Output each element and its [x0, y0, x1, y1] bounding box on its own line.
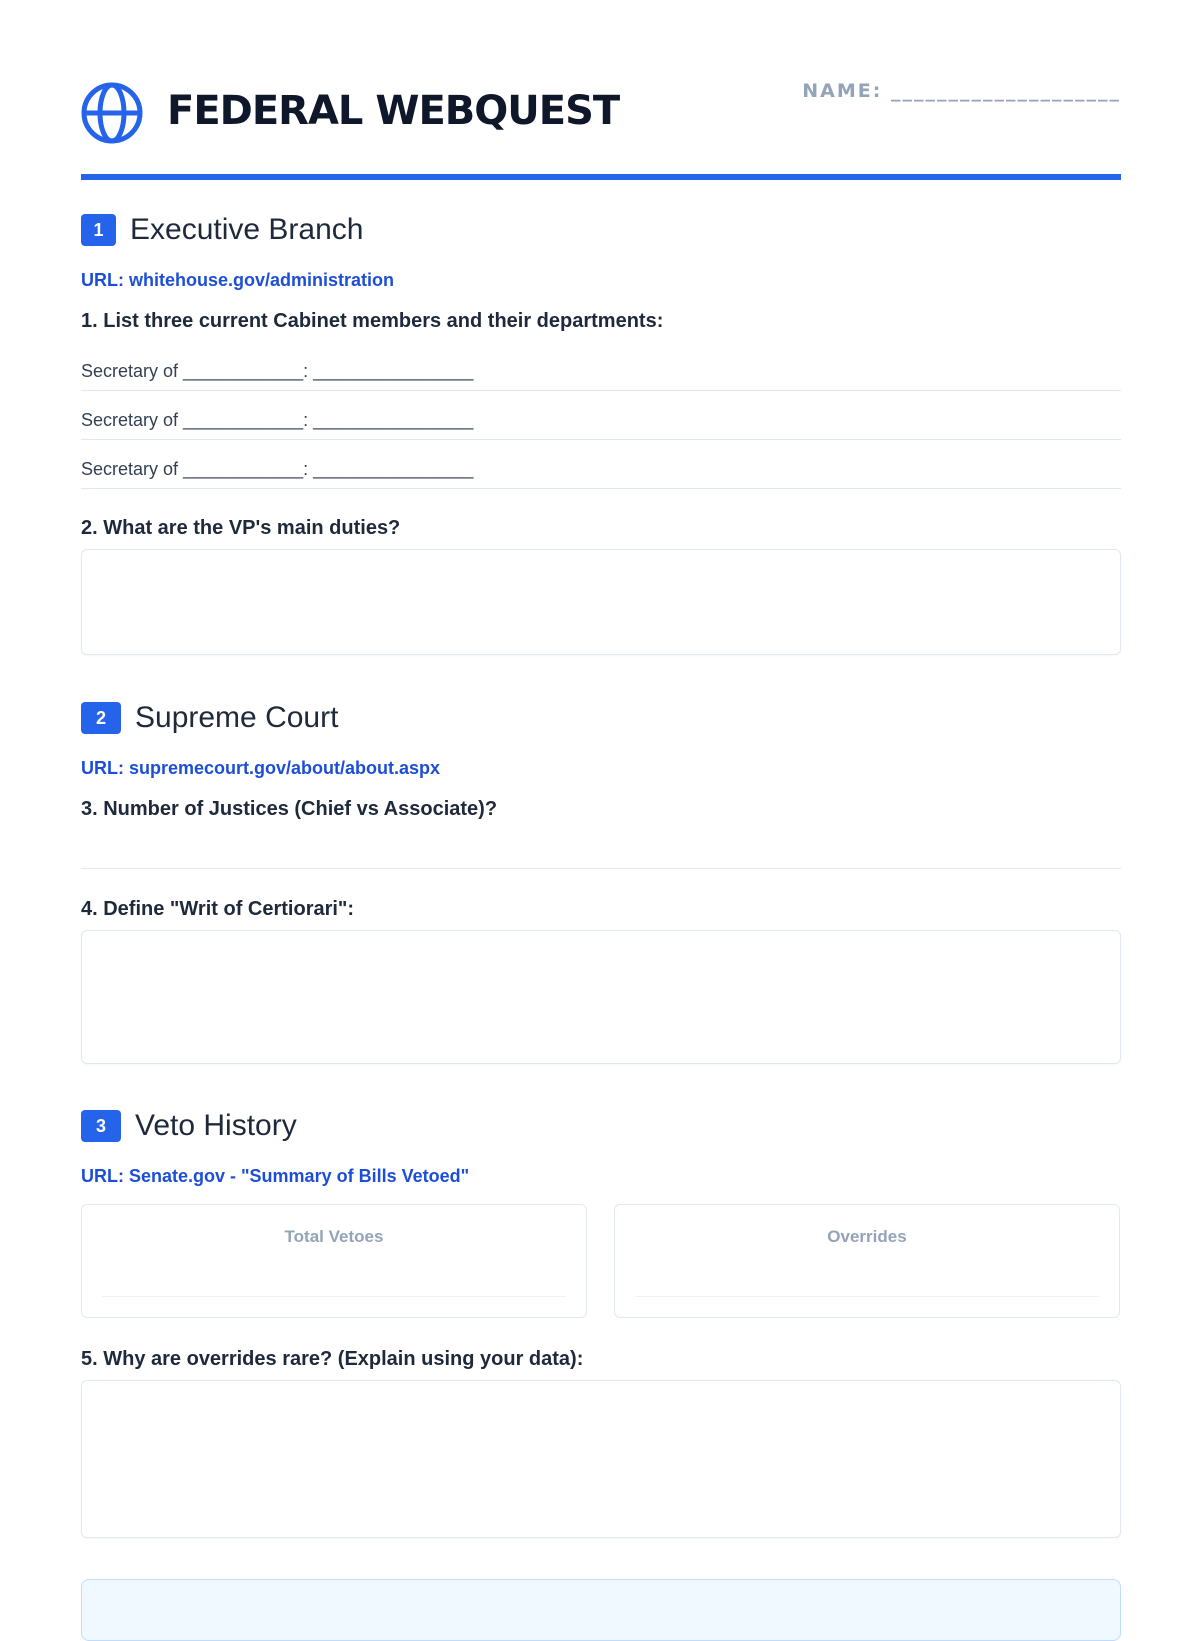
justices-answer-line[interactable]	[81, 868, 1121, 869]
callout-box	[81, 1579, 1121, 1641]
globe-icon	[81, 82, 143, 144]
section-url[interactable]: URL: whitehouse.gov/administration	[81, 270, 395, 290]
header-divider	[81, 174, 1121, 180]
name-field[interactable]: NAME: ____________________	[802, 80, 1121, 102]
overrides-explanation-box[interactable]	[81, 1380, 1121, 1538]
total-vetoes-box[interactable]	[81, 1204, 587, 1318]
page-title: FEDERAL WEBQUEST	[167, 88, 620, 134]
section-title: Supreme Court	[135, 701, 339, 734]
total-vetoes-label: Total Vetoes	[284, 1227, 384, 1246]
cabinet-answer-row[interactable]	[81, 399, 1121, 440]
section-number-badge: 2	[81, 702, 121, 734]
section-header-executive	[81, 212, 363, 248]
section-number-badge: 3	[81, 1110, 121, 1142]
cabinet-row-text: Secretary of ____________: ________________	[81, 459, 474, 479]
vp-duties-answer-box[interactable]	[81, 549, 1121, 655]
cabinet-row-text: Secretary of ____________: ________________	[81, 410, 474, 430]
question-4: 4. Define "Writ of Certiorari":	[81, 898, 355, 920]
total-vetoes-answer-line	[102, 1296, 566, 1297]
question-5: 5. Why are overrides rare? (Explain using your data):	[81, 1348, 584, 1370]
cabinet-answer-row[interactable]	[81, 350, 1121, 391]
section-header-veto-history	[81, 1108, 297, 1144]
question-3: 3. Number of Justices (Chief vs Associate)?	[81, 798, 498, 820]
cabinet-row-text: Secretary of ____________: ________________	[81, 361, 474, 381]
section-url[interactable]: URL: supremecourt.gov/about/about.aspx	[81, 758, 441, 778]
section-title: Veto History	[135, 1109, 297, 1142]
overrides-box[interactable]	[614, 1204, 1120, 1318]
section-title: Executive Branch	[130, 213, 364, 246]
question-1: 1. List three current Cabinet members and their departments:	[81, 310, 664, 332]
overrides-label: Overrides	[827, 1227, 907, 1246]
overrides-answer-line	[635, 1296, 1099, 1297]
cabinet-answer-row[interactable]	[81, 448, 1121, 489]
certiorari-answer-box[interactable]	[81, 930, 1121, 1064]
section-url[interactable]: URL: Senate.gov - "Summary of Bills Vetoed"	[81, 1166, 470, 1186]
section-number-badge: 1	[81, 214, 116, 246]
question-2: 2. What are the VP's main duties?	[81, 517, 401, 539]
section-header-supreme-court	[81, 700, 338, 736]
worksheet-header	[81, 78, 1121, 148]
